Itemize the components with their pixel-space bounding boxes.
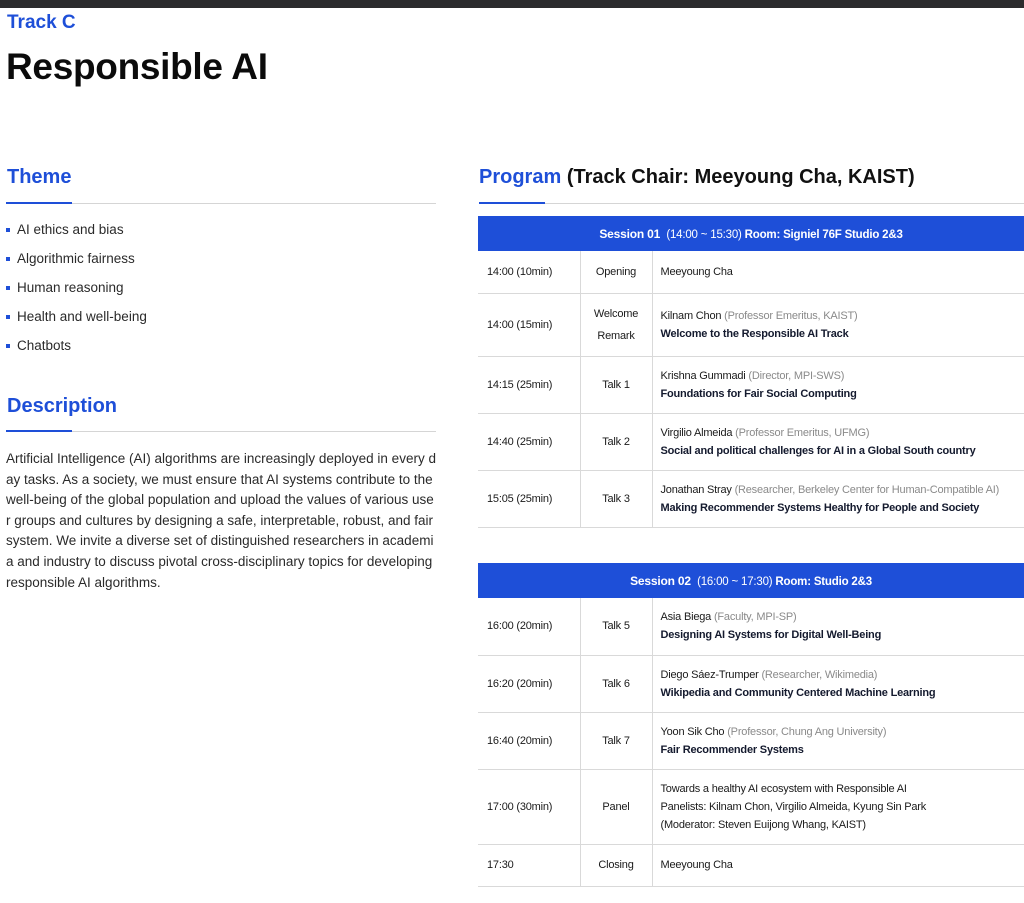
description-divider xyxy=(6,431,436,432)
track-label: Track C xyxy=(7,12,76,33)
list-item: Human reasoning xyxy=(6,278,436,307)
table-row: 14:40 (25min) Talk 2 Virgilio Almeida (Professor Emeritus, UFMG) Social and political challenges for AI in a Global South country xyxy=(478,413,1024,470)
bullet-icon xyxy=(6,228,10,232)
description-heading: Description xyxy=(7,395,118,417)
table-row: 14:00 (10min) Opening Meeyoung Cha xyxy=(478,251,1024,293)
description-text: Artificial Intelligence (AI) algorithms are increasingly deployed in every day tasks. As a society, we must ensure that AI systems contribute to the well-being of the global population and upload the values of various user groups and cultures by designing a safe, interpretable, robust, and fair system. We invite a diverse set of distinguished researchers in academia and industry to discuss pivotal cross-disciplinary topics for developing responsible AI algorithms. xyxy=(6,451,436,590)
table-row: 14:00 (15min) Welcome Remark Kilnam Chon (Professor Emeritus, KAIST) Welcome to the Responsible AI Track xyxy=(478,293,1024,356)
table-row: 17:00 (30min) Panel Towards a healthy AI ecosystem with Responsible AI Panelists: Kilnam Chon, Virgilio Almeida, Kyung Sin Park (Moderator: Steven Euijong Whang, KAIST) xyxy=(478,769,1024,844)
bullet-icon xyxy=(6,286,10,290)
program-title: Program xyxy=(479,166,562,188)
list-item: AI ethics and bias xyxy=(6,220,436,249)
page-title: Responsible AI xyxy=(6,46,268,87)
bullet-icon xyxy=(6,315,10,319)
table-row: 17:30 Closing Meeyoung Cha xyxy=(478,844,1024,886)
table-row: 15:05 (25min) Talk 3 Jonathan Stray (Researcher, Berkeley Center for Human-Compatible AI) Making Recommender Systems Healthy for People and Society xyxy=(478,470,1024,527)
table-row: 16:20 (20min) Talk 6 Diego Sáez-Trumper (Researcher, Wikimedia) Wikipedia and Community Centered Machine Learning xyxy=(478,655,1024,712)
table-row: 14:15 (25min) Talk 1 Krishna Gummadi (Director, MPI-SWS) Foundations for Fair Social Computing xyxy=(478,356,1024,413)
session-02-table xyxy=(478,563,1024,887)
track-chair: (Track Chair: Meeyoung Cha, KAIST) xyxy=(566,166,915,188)
bullet-icon xyxy=(6,257,10,261)
program-heading xyxy=(479,166,915,189)
theme-heading: Theme xyxy=(7,166,72,188)
table-row: 16:00 (20min) Talk 5 Asia Biega (Faculty, MPI-SP) Designing AI Systems for Digital Well-Being xyxy=(478,598,1024,655)
session-01-table xyxy=(478,216,1024,528)
list-item: Algorithmic fairness xyxy=(6,249,436,278)
program-divider xyxy=(479,203,1024,204)
bullet-icon xyxy=(6,344,10,348)
table-row: 16:40 (20min) Talk 7 Yoon Sik Cho (Professor, Chung Ang University) Fair Recommender Systems xyxy=(478,712,1024,769)
session-02-header: Session 02 (16:00 ~ 17:30) Room: Studio 2&3 xyxy=(478,563,1024,598)
list-item: Health and well-being xyxy=(6,307,436,336)
theme-divider xyxy=(6,203,436,204)
list-item: Chatbots xyxy=(6,336,436,365)
theme-list xyxy=(6,220,436,365)
session-01-header: Session 01 (14:00 ~ 15:30) Room: Signiel 76F Studio 2&3 xyxy=(478,216,1024,251)
browser-top-bar xyxy=(0,0,1024,8)
